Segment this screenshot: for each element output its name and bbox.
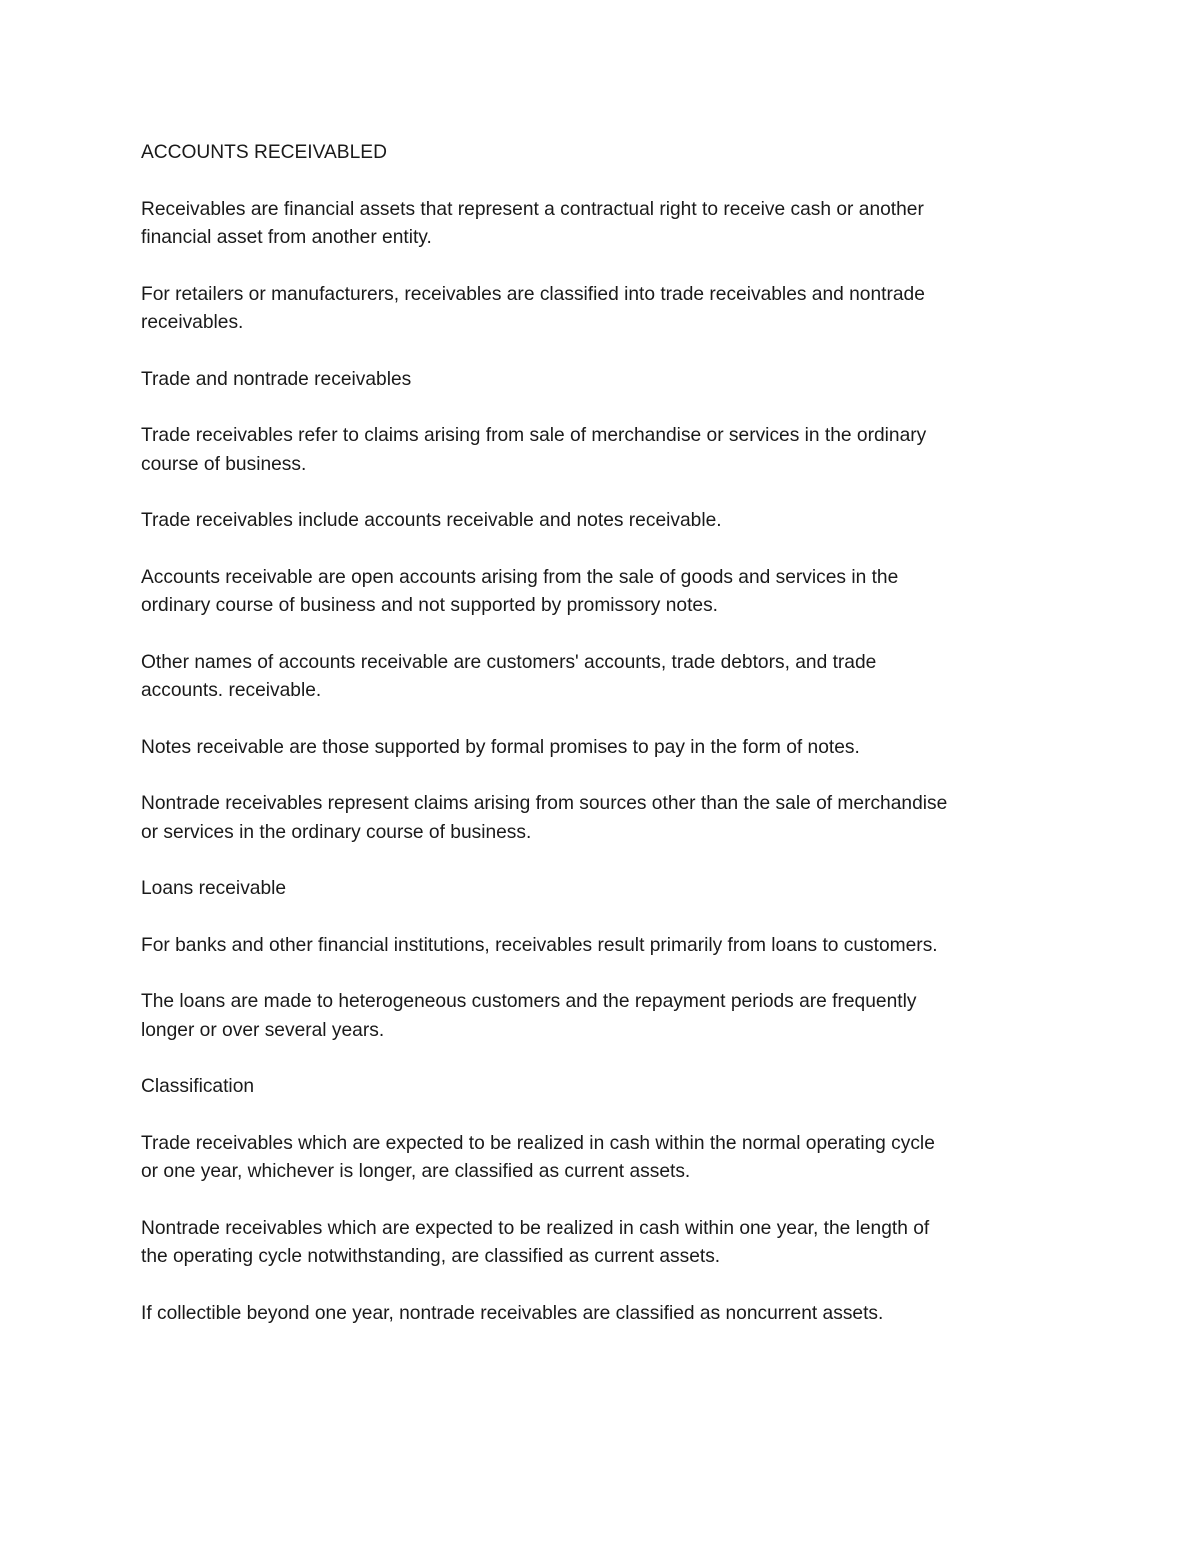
paragraph [141, 1130, 1056, 1187]
paragraph-line: Trade receivables include accounts receivable and notes receivable. [141, 510, 722, 531]
paragraph-line: ordinary course of business and not supported by promissory notes. [141, 595, 719, 616]
paragraph-line: If collectible beyond one year, nontrade receivables are classified as noncurrent assets. [141, 1302, 884, 1324]
paragraph-line: Other names of accounts receivable are customers' accounts, trade debtors, and trade [141, 651, 877, 673]
section-heading [141, 875, 1056, 904]
paragraph [141, 734, 1056, 763]
paragraph-line: financial asset from another entity. [141, 227, 432, 248]
paragraph-line: Nontrade receivables which are expected to be realized in cash within one year, the length of [141, 1217, 930, 1239]
paragraph-line: Loans receivable [141, 878, 287, 899]
section-heading [141, 1073, 1056, 1102]
document-body [141, 139, 1056, 1356]
paragraph [141, 988, 1056, 1045]
paragraph [141, 564, 1056, 621]
paragraph-line: Trade receivables refer to claims arising from sale of merchandise or services in the ordinary [141, 425, 927, 446]
paragraph-line: Accounts receivable are open accounts arising from the sale of goods and services in the [141, 566, 899, 588]
section-heading [141, 366, 1056, 395]
paragraph-line: or services in the ordinary course of business. [141, 821, 532, 843]
document-title: ACCOUNTS RECEIVABLED [141, 142, 387, 163]
paragraph [141, 281, 1056, 338]
paragraph [141, 932, 1056, 961]
paragraph [141, 196, 1056, 253]
paragraph-line: course of business. [141, 453, 307, 475]
paragraph-line: For retailers or manufacturers, receivables are classified into trade receivables and nontrade [141, 283, 925, 305]
paragraph-line: Trade receivables which are expected to be realized in cash within the normal operating cycle [141, 1132, 935, 1154]
paragraph [141, 507, 1056, 536]
paragraph-line: For banks and other financial institutions, receivables result primarily from loans to customers. [141, 934, 938, 956]
paragraph-line: receivables. [141, 312, 244, 333]
paragraph [141, 1300, 1056, 1329]
paragraph [141, 649, 1056, 706]
paragraph-line: Classification [141, 1076, 255, 1097]
paragraph-line: the operating cycle notwithstanding, are classified as current assets. [141, 1246, 721, 1267]
paragraph-line: or one year, whichever is longer, are classified as current assets. [141, 1161, 691, 1182]
paragraph [141, 1215, 1056, 1272]
paragraph-line: longer or over several years. [141, 1019, 385, 1041]
paragraph-line: accounts. receivable. [141, 680, 322, 701]
paragraph-line: Nontrade receivables represent claims arising from sources other than the sale of merchandise [141, 793, 948, 814]
paragraph [141, 790, 1056, 847]
paragraph-line: Trade and nontrade receivables [141, 368, 412, 390]
paragraph-line: Receivables are financial assets that represent a contractual right to receive cash or another [141, 198, 924, 220]
paragraph [141, 422, 1056, 479]
paragraph-line: The loans are made to heterogeneous customers and the repayment periods are frequently [141, 991, 917, 1012]
paragraph-line: Notes receivable are those supported by formal promises to pay in the form of notes. [141, 736, 860, 758]
